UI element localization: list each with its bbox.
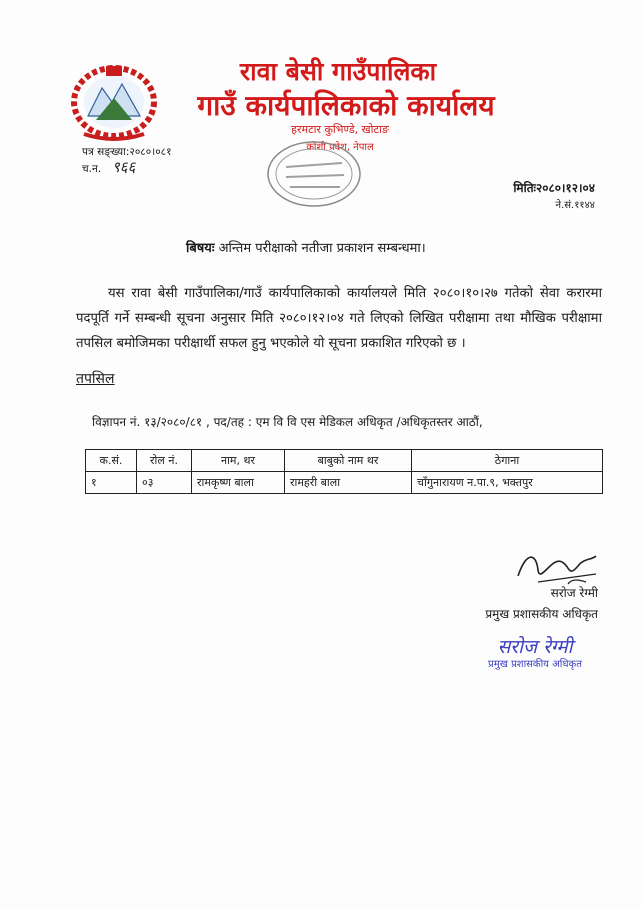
col-roll: रोल नं.: [137, 450, 192, 472]
cell-name: रामकृष्ण बाला: [192, 472, 285, 494]
nepal-emblem-icon: [66, 58, 162, 142]
body-paragraph: यस रावा बेसी गाउँपालिका/गाउँ कार्यपालिकाको कार्यालयले मिति २०८०।१०।२७ गतेको सेवा करारमा पदपूर्ति गर्ने सम्बन्धी सूचना अनुसार मिति २०८०।१२।०४ गते लिएको लिखित परीक्षामा तथा मौखिक परीक्षामा तपसिल बमोजिमका परीक्षार्थी सफल हुनु भएकोले यो सूचना प्रकाशित गरिएको छ ।: [76, 286, 602, 351]
signatory-name: सरोज रेग्मी: [550, 586, 598, 600]
table-row: [86, 472, 603, 494]
name-stamp: सरोज रेग्मी: [497, 636, 573, 658]
tapasil-heading: तपसिल: [76, 371, 115, 387]
signatory-title: प्रमुख प्रशासकीय अधिकृत: [485, 607, 598, 621]
title-stamp: प्रमुख प्रशासकीय अधिकृत: [488, 659, 582, 670]
subject-label: बिषयः: [186, 241, 215, 256]
advertisement-line: विज्ञापन नं. १३/२०८०/८१ , पद/तह : एम वि वि एस मेडिकल अधिकृत /अधिकृतस्तर आठौं,: [92, 415, 483, 429]
letterhead-province: कोशी प्रदेश, नेपाल: [306, 142, 374, 153]
cell-father: रामहरी बाला: [285, 472, 412, 494]
cell-address: चाँगुनारायण न.पा.९, भक्तपुर: [412, 472, 603, 494]
subject-text: अन्तिम परीक्षाको नतीजा प्रकाशन सम्बन्धमा।: [218, 241, 426, 256]
dispatch-label: च.न.: [82, 163, 102, 175]
letter-date: मितिः२०८०।१२।०४: [513, 181, 595, 195]
dispatch-number: ९६६: [112, 158, 136, 176]
col-address: ठेगाना: [412, 450, 603, 472]
cell-sn: १: [86, 472, 137, 494]
handwritten-signature: [508, 544, 604, 588]
nepal-sambat-date: ने.सं.११४४: [555, 200, 595, 211]
table-header-row: [86, 450, 603, 472]
cell-roll: ०३: [137, 472, 192, 494]
col-name: नाम, थर: [192, 450, 285, 472]
subject-line: [186, 238, 426, 256]
col-father: बाबुको नाम थर: [285, 450, 412, 472]
results-table: [85, 449, 603, 494]
office-seal-stamp: [262, 137, 366, 211]
letterhead-line2: गाउँ कार्यपालिकाको कार्यालय: [197, 89, 495, 122]
letterhead-address: हरमटार कुभिण्डे, खोटाङ: [291, 123, 389, 136]
letterhead-line1: रावा बेसी गाउँपालिका: [239, 57, 437, 86]
reference-number: पत्र सङ्ख्या:२०८०।०८१: [82, 146, 172, 158]
col-sn: क.सं.: [86, 450, 137, 472]
